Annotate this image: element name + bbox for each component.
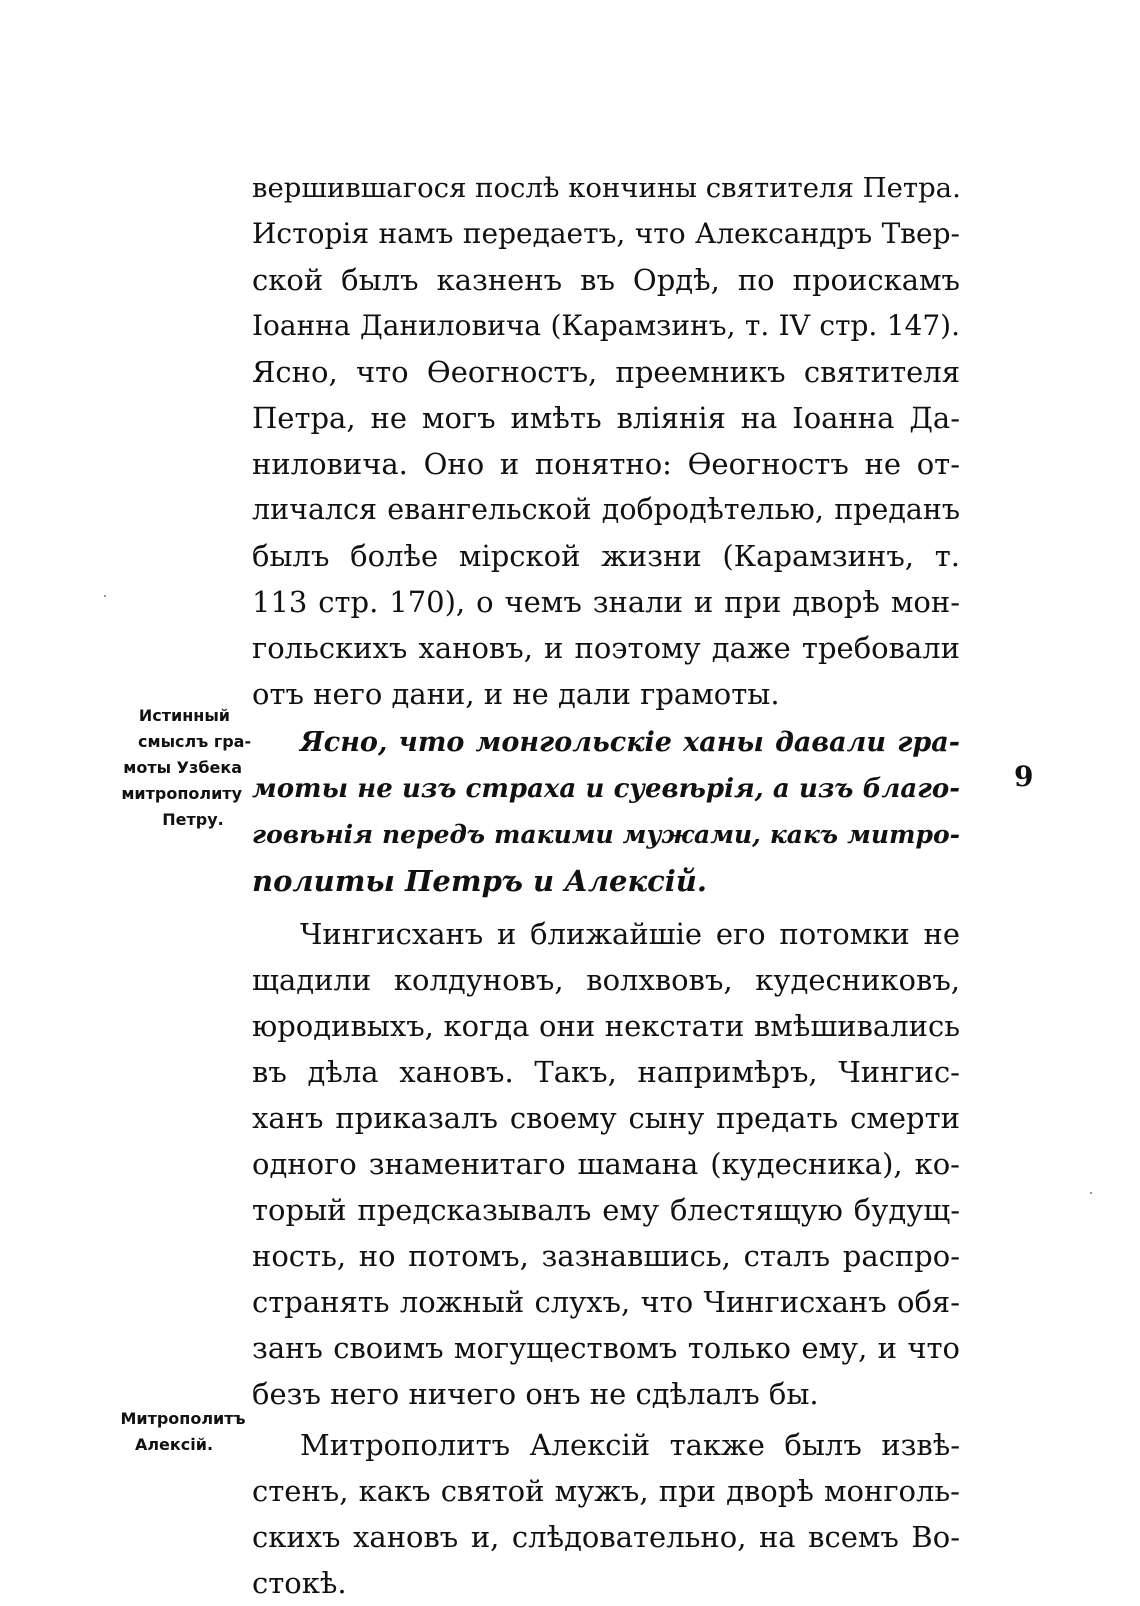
- text-line: безъ него ничего онъ не сдѣлалъ бы.: [252, 1377, 819, 1411]
- page-number: 9: [1014, 760, 1034, 793]
- text-line: вершившагося послѣ кончины святителя Петра.: [252, 172, 961, 204]
- text-line: отъ него дани, и не дали грамоты.: [252, 677, 780, 711]
- margin-note-line: Алексій.: [134, 1435, 214, 1454]
- margin-note-line: Истинный: [138, 706, 230, 725]
- text-line: моты не изъ страха и суевѣрія, а изъ благо-: [252, 774, 960, 804]
- text-line: юродивыхъ, когда они некстати вмѣшивались: [252, 1009, 960, 1043]
- margin-note-line: смыслъ гра-: [138, 732, 252, 751]
- text-line: скихъ хановъ и, слѣдовательно, на всемъ Во-: [252, 1520, 960, 1554]
- margin-note-line: Петру.: [162, 810, 224, 829]
- text-line: политы Петръ и Алексій.: [252, 864, 707, 898]
- text-line: Митрополитъ Алексій также былъ извѣ-: [300, 1428, 960, 1462]
- margin-note-line: Митрополитъ: [120, 1409, 246, 1428]
- margin-note-line: моты Узбека: [123, 758, 242, 777]
- text-line: одного знаменитаго шамана (кудесника), ко-: [252, 1147, 960, 1181]
- text-line: стокѣ.: [252, 1566, 347, 1600]
- text-line: Ясно, что Ѳеогностъ, преемникъ святителя: [252, 355, 960, 389]
- margin-note-true-meaning-cont: [114, 755, 242, 833]
- scan-speck: [104, 595, 106, 597]
- text-line: Петра, не могъ имѣть вліянія на Іоанна Да-: [252, 401, 960, 435]
- text-line: въ дѣла хановъ. Такъ, напримѣръ, Чингис-: [252, 1055, 960, 1089]
- text-line: стенъ, какъ святой мужъ, при дворѣ монголь-: [252, 1474, 960, 1508]
- text-line: торый предсказывалъ ему блестящую будущ-: [252, 1193, 960, 1227]
- margin-note-true-meaning: [138, 703, 252, 755]
- text-line: щадили колдуновъ, волхвовъ, кудесниковъ,: [252, 963, 960, 997]
- text-line: ниловича. Оно и понятно: Ѳеогностъ не от-: [252, 447, 960, 481]
- margin-note-line: митрополиту: [121, 784, 242, 803]
- text-line: Исторія намъ передаетъ, что Александръ Твер-: [252, 217, 960, 250]
- text-line: 113 стр. 170), о чемъ знали и при дворѣ мон-: [252, 585, 960, 619]
- text-line: говѣнія передъ такими мужами, какъ митро-: [252, 820, 960, 849]
- text-line: ской былъ казненъ въ Ордѣ, по проискамъ: [252, 263, 960, 297]
- text-line: гольскихъ хановъ, и поэтому даже требовали: [252, 631, 960, 665]
- text-line: Ясно, что монгольскіе ханы давали гра-: [300, 727, 960, 758]
- text-line: занъ своимъ могуществомъ только ему, и что: [252, 1331, 960, 1365]
- text-line: ность, но потомъ, зазнавшись, сталъ распро-: [252, 1239, 960, 1273]
- text-line: личался евангельской добродѣтелью, преданъ: [252, 493, 960, 526]
- text-line: Іоанна Даниловича (Карамзинъ, т. IV стр. 147).: [252, 309, 960, 342]
- text-line: странять ложный слухъ, что Чингисханъ обя-: [252, 1285, 960, 1319]
- margin-note-metropolitan-alexiy: [118, 1406, 248, 1458]
- text-line: ханъ приказалъ своему сыну предать смерти: [252, 1101, 960, 1135]
- text-line: былъ болѣе мірской жизни (Карамзинъ, т.: [252, 539, 960, 573]
- text-line: Чингисханъ и ближайшіе его потомки не: [300, 917, 960, 951]
- scan-speck: [1090, 1192, 1092, 1194]
